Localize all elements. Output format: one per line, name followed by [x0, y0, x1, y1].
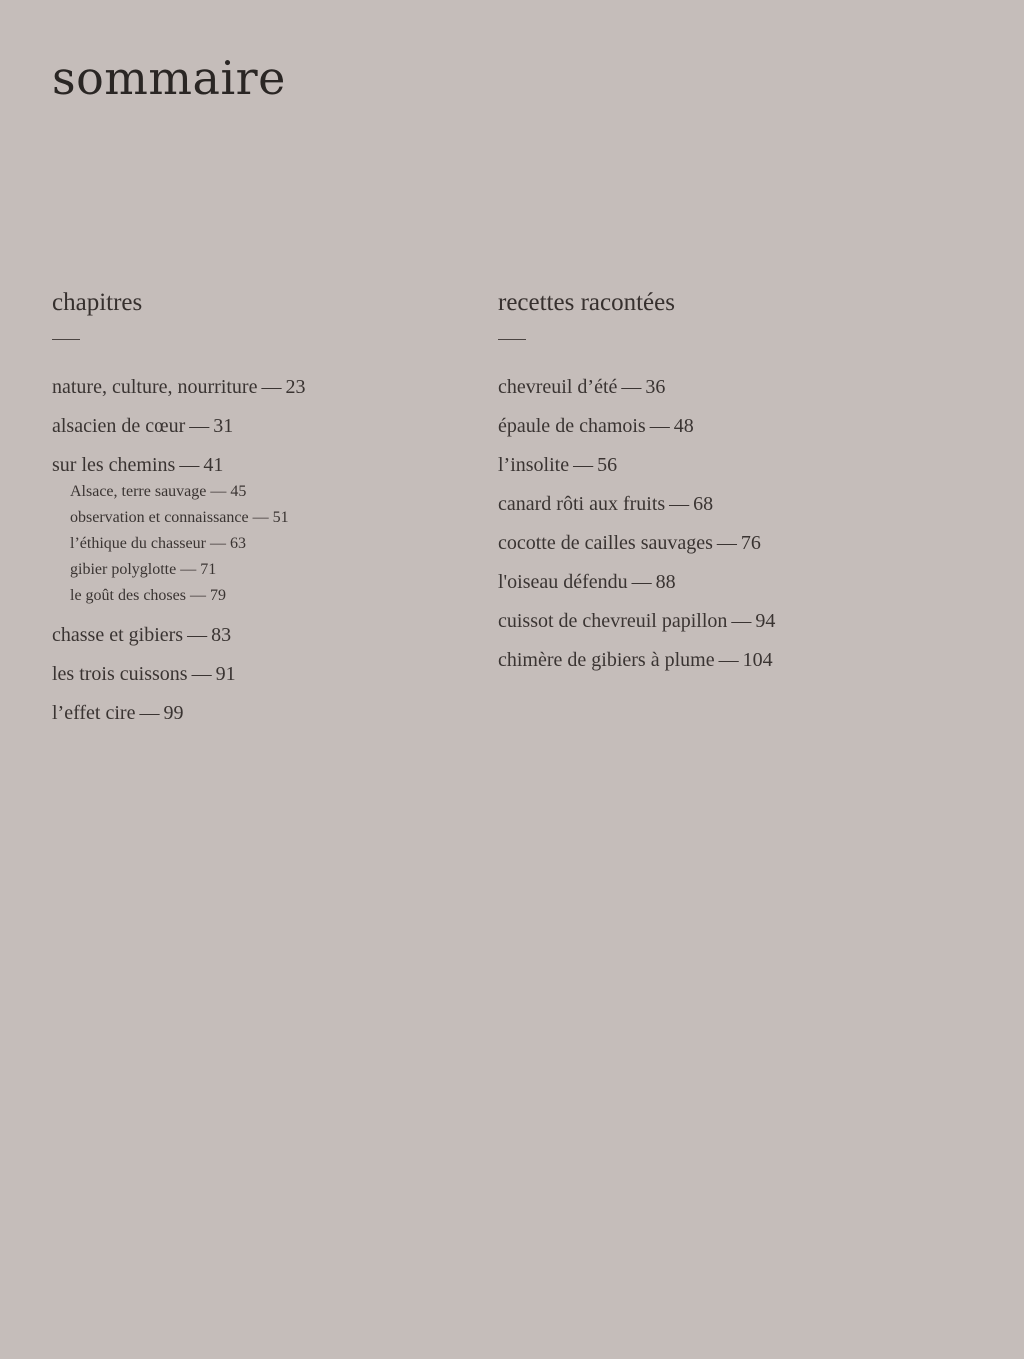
toc-page-number: 23 [285, 376, 306, 398]
toc-dash: — [573, 454, 594, 476]
toc-dash: — [210, 483, 227, 500]
toc-dash: — [179, 454, 200, 476]
toc-entry-label: les trois cuissons [52, 663, 188, 685]
toc-dash: — [180, 561, 197, 578]
toc-entry [52, 622, 472, 648]
toc-subentry-label: l’éthique du chasseur [70, 535, 206, 552]
toc-page-number: 36 [645, 376, 666, 398]
toc-subentry [70, 505, 472, 531]
toc-page-number: 83 [211, 624, 232, 646]
toc-page-number: 48 [673, 415, 694, 437]
toc-subentry [70, 557, 472, 583]
toc-entry-label: alsacien de cœur [52, 415, 186, 437]
toc-page-number: 45 [230, 483, 247, 500]
toc-dash: — [261, 376, 282, 398]
toc-entry [498, 608, 918, 634]
toc-entry-label: cuissot de chevreuil papillon [498, 610, 728, 632]
toc-entry [52, 700, 472, 726]
toc-entry-label: chevreuil d’été [498, 376, 618, 398]
chapitres-heading: chapitres [52, 289, 143, 316]
toc-dash: — [731, 610, 752, 632]
toc-entry-label: chimère de gibiers à plume [498, 649, 715, 671]
toc-dash: — [621, 376, 642, 398]
chapitres-column [52, 288, 472, 739]
toc-entry [498, 413, 918, 439]
toc-dash: — [669, 493, 690, 515]
toc-dash: — [209, 535, 226, 552]
heading-rule [498, 339, 526, 340]
toc-dash: — [649, 415, 670, 437]
toc-entry [498, 452, 918, 478]
toc-entry [52, 452, 472, 478]
toc-subentry [70, 531, 472, 557]
toc-dash: — [139, 702, 160, 724]
toc-entry-label: l'oiseau défendu [498, 571, 628, 593]
toc-dash: — [189, 415, 210, 437]
recettes-list [498, 374, 918, 673]
toc-dash: — [191, 663, 212, 685]
toc-page-number: 104 [742, 649, 773, 671]
chapitres-list [52, 374, 472, 726]
toc-dash: — [187, 624, 208, 646]
toc-subentry-label: observation et connaissance [70, 509, 249, 526]
toc-page-number: 71 [200, 561, 217, 578]
toc-subentry-label: Alsace, terre sauvage [70, 483, 207, 500]
chapitres-sublist [52, 478, 472, 609]
toc-page-number: 99 [163, 702, 184, 724]
toc-entry-label: l’insolite [498, 454, 570, 476]
toc-subentry-label: gibier polyglotte [70, 561, 177, 578]
toc-page-number: 88 [655, 571, 676, 593]
toc-entry [498, 530, 918, 556]
toc-entry-label: chasse et gibiers [52, 624, 184, 646]
toc-entry [498, 491, 918, 517]
page-title: sommaire [52, 51, 286, 105]
toc-entry [498, 647, 918, 673]
toc-dash: — [716, 532, 737, 554]
toc-page-number: 56 [597, 454, 618, 476]
toc-dash: — [189, 587, 206, 604]
toc-entry [52, 661, 472, 687]
toc-page-number: 79 [209, 587, 226, 604]
toc-page-number: 91 [215, 663, 236, 685]
toc-page-number: 41 [203, 454, 224, 476]
toc-subentry [70, 479, 472, 505]
toc-subentry [70, 583, 472, 609]
toc-entry [52, 374, 472, 400]
toc-entry-label: épaule de chamois [498, 415, 646, 437]
toc-dash: — [252, 509, 269, 526]
toc-entry-label: cocotte de cailles sauvages [498, 532, 713, 554]
toc-entry [498, 569, 918, 595]
recettes-heading: recettes racontées [498, 289, 675, 316]
toc-entry-label: canard rôti aux fruits [498, 493, 666, 515]
toc-page-number: 63 [229, 535, 246, 552]
toc-page-number: 76 [740, 532, 761, 554]
toc-entry-label: l’effet cire [52, 702, 136, 724]
toc-subentry-label: le goût des choses [70, 587, 186, 604]
heading-rule [52, 339, 80, 340]
recettes-column [498, 288, 918, 686]
toc-entry [498, 374, 918, 400]
toc-page-number: 68 [693, 493, 714, 515]
toc-sublist-wrapper [52, 478, 472, 609]
toc-page-number: 31 [213, 415, 234, 437]
toc-page-number: 94 [755, 610, 776, 632]
toc-dash: — [718, 649, 739, 671]
toc-entry-label: nature, culture, nourriture [52, 376, 258, 398]
toc-page-number: 51 [272, 509, 289, 526]
toc-entry [52, 413, 472, 439]
toc-entry-label: sur les chemins [52, 454, 176, 476]
toc-dash: — [631, 571, 652, 593]
